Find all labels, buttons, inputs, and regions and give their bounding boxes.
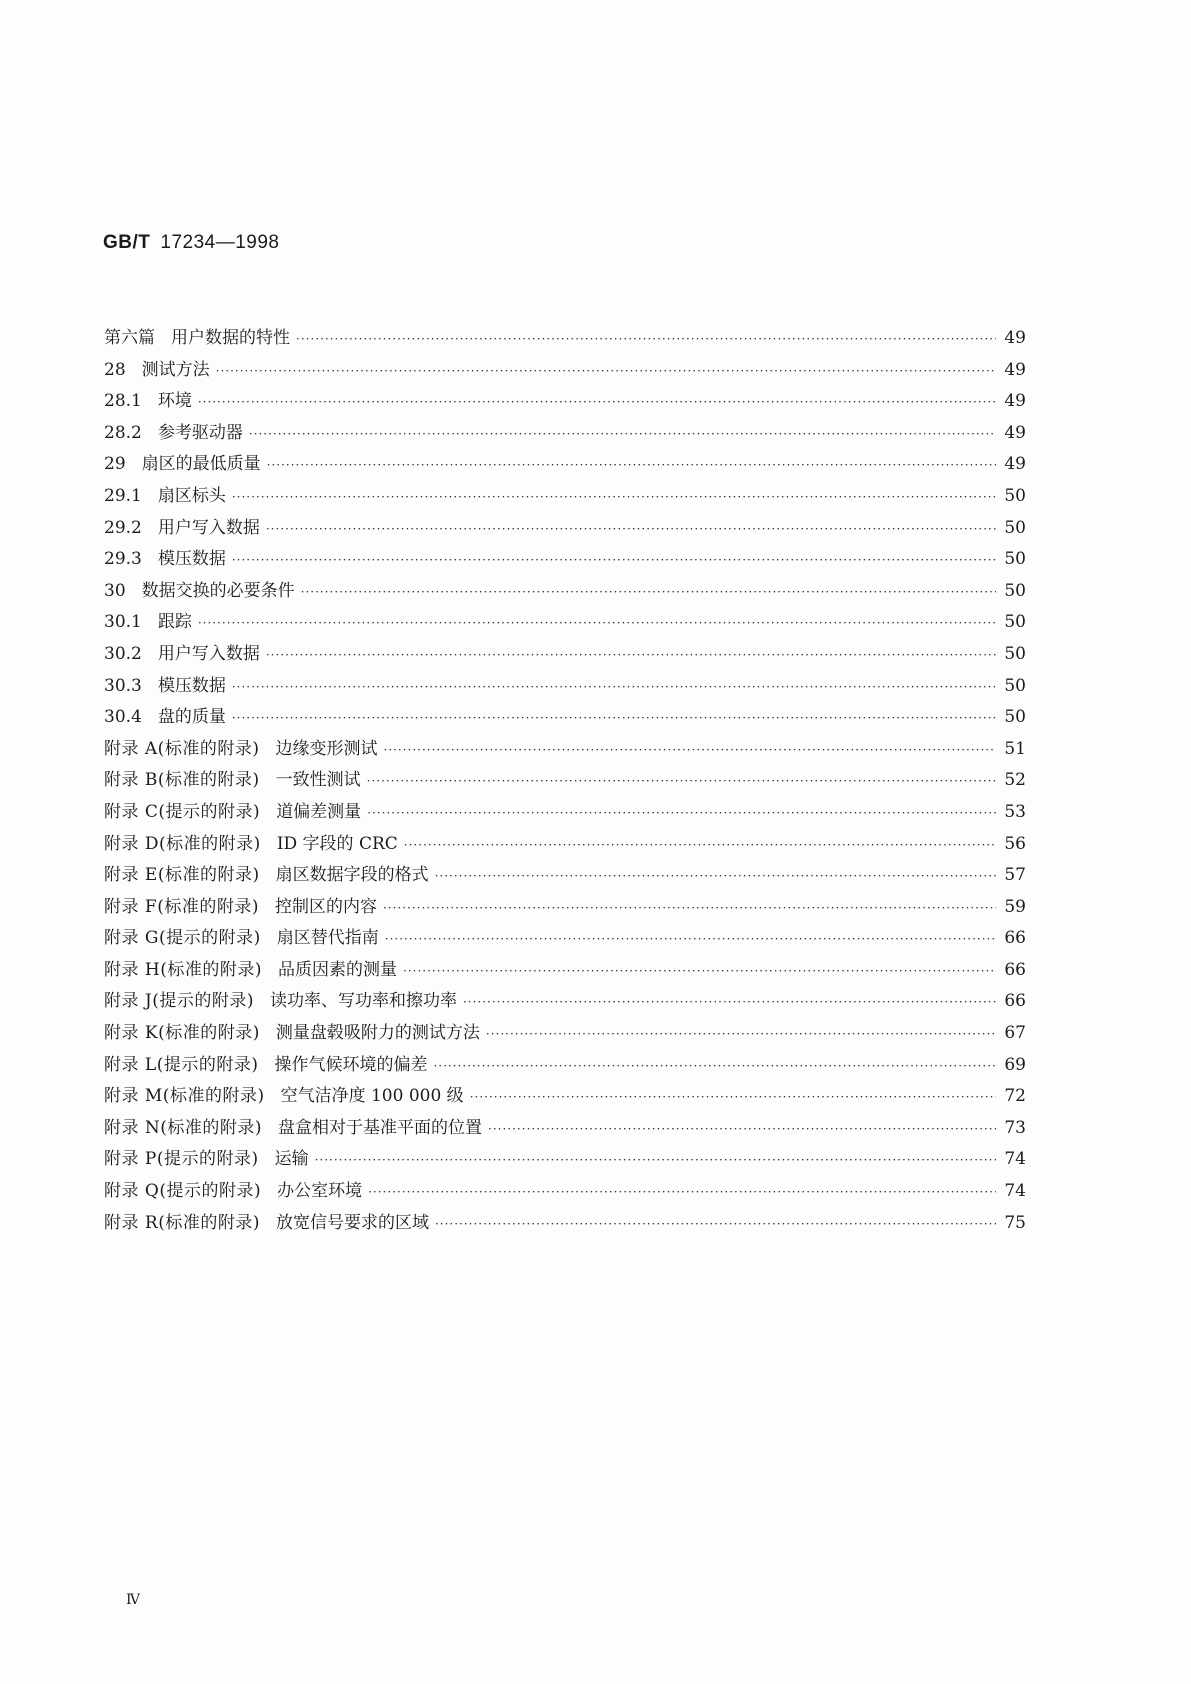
toc-entry-page: 49 <box>1004 422 1026 443</box>
toc-entry-title: 测量盘毂吸附力的测试方法 <box>275 1023 480 1044</box>
toc-entry[interactable] <box>104 355 1026 387</box>
toc-entry-page: 66 <box>1004 991 1026 1012</box>
toc-entry[interactable] <box>104 860 1026 892</box>
toc-dot-leader <box>383 743 996 757</box>
toc-entry-number: 28.2 <box>104 422 142 443</box>
toc-entry[interactable] <box>104 702 1026 734</box>
toc-dot-leader <box>367 774 996 788</box>
table-of-contents <box>104 323 1026 1239</box>
toc-entry-number: 附录 B(标准的附录) <box>104 770 260 791</box>
toc-entry[interactable] <box>104 923 1026 955</box>
document-code <box>103 232 280 254</box>
toc-dot-leader <box>216 364 996 378</box>
toc-dot-leader <box>301 585 996 599</box>
toc-entry-title: 控制区的内容 <box>274 896 377 917</box>
toc-dot-leader <box>232 490 996 504</box>
toc-entry-number: 附录 F(标准的附录) <box>104 896 259 917</box>
toc-entry-title: 扇区标头 <box>157 485 226 506</box>
toc-entry-page: 75 <box>1004 1212 1026 1233</box>
toc-dot-leader <box>232 711 996 725</box>
toc-entry-title: 空气洁净度 100 000 级 <box>280 1086 464 1107</box>
toc-dot-leader <box>232 680 996 694</box>
toc-entry-title: 环境 <box>157 391 192 412</box>
toc-dot-leader <box>198 395 996 409</box>
toc-entry-number: 附录 D(标准的附录) <box>104 833 261 854</box>
toc-entry-title: ID 字段的 CRC <box>276 833 398 854</box>
toc-dot-leader <box>433 1059 996 1073</box>
toc-dot-leader <box>368 1185 996 1199</box>
toc-dot-leader <box>367 806 996 820</box>
toc-entry-title: 放宽信号要求的区域 <box>275 1212 429 1233</box>
toc-entry[interactable] <box>104 449 1026 481</box>
page-number: Ⅳ <box>126 1592 140 1608</box>
toc-entry-number: 附录 K(标准的附录) <box>104 1023 260 1044</box>
toc-entry-title: 盘盒相对于基准平面的位置 <box>278 1117 483 1138</box>
toc-entry-title: 操作气候环境的偏差 <box>274 1054 428 1075</box>
toc-entry-page: 49 <box>1004 391 1026 412</box>
toc-entry-number: 附录 P(提示的附录) <box>104 1149 259 1170</box>
toc-entry-title: 参考驱动器 <box>157 422 243 443</box>
toc-entry-title: 边缘变形测试 <box>275 738 378 759</box>
toc-entry-title: 用户数据的特性 <box>171 328 290 348</box>
toc-entry-number: 29 <box>104 454 126 475</box>
toc-entry-number: 29.3 <box>104 549 142 570</box>
toc-entry-page: 67 <box>1004 1023 1026 1044</box>
toc-entry-number: 30.1 <box>104 612 142 633</box>
toc-entry[interactable] <box>104 1018 1026 1050</box>
toc-dot-leader <box>385 932 996 946</box>
toc-entry-number: 附录 G(提示的附录) <box>104 928 261 949</box>
toc-dot-leader <box>403 964 996 978</box>
toc-dot-leader <box>266 522 996 536</box>
toc-entry-number: 29.1 <box>104 485 142 506</box>
toc-entry-number: 附录 A(标准的附录) <box>104 738 260 759</box>
toc-entry-title: 道偏差测量 <box>276 801 362 822</box>
toc-entry-number: 30.2 <box>104 643 142 664</box>
toc-entry-page: 50 <box>1004 707 1026 728</box>
toc-entry[interactable] <box>104 323 1026 355</box>
toc-entry-title: 扇区替代指南 <box>276 928 379 949</box>
toc-entry-title: 用户写入数据 <box>157 643 260 664</box>
toc-entry-number: 28 <box>104 359 126 380</box>
toc-entry-number: 第六篇 <box>104 328 155 348</box>
toc-entry-page: 50 <box>1004 612 1026 633</box>
toc-entry-page: 69 <box>1004 1054 1026 1075</box>
toc-entry-page: 52 <box>1004 770 1026 791</box>
toc-entry-number: 附录 R(标准的附录) <box>104 1212 260 1233</box>
toc-entry-title: 运输 <box>274 1149 309 1170</box>
toc-entry-title: 跟踪 <box>157 612 192 633</box>
toc-entry-page: 74 <box>1004 1149 1026 1170</box>
toc-entry-page: 50 <box>1004 580 1026 601</box>
toc-entry-number: 附录 C(提示的附录) <box>104 801 261 822</box>
toc-entry-number: 附录 J(提示的附录) <box>104 991 254 1012</box>
toc-entry-page: 66 <box>1004 959 1026 980</box>
toc-entry-number: 附录 H(标准的附录) <box>104 959 262 980</box>
toc-entry[interactable] <box>104 892 1026 924</box>
toc-dot-leader <box>266 648 996 662</box>
toc-entry-page: 73 <box>1004 1117 1026 1138</box>
toc-entry[interactable] <box>104 639 1026 671</box>
toc-entry-number: 30.3 <box>104 675 142 696</box>
standard-number: 17234—1998 <box>160 232 280 253</box>
standard-code: GB/T <box>103 232 151 253</box>
toc-entry[interactable] <box>104 1176 1026 1208</box>
toc-entry-title: 办公室环境 <box>277 1181 363 1202</box>
toc-entry[interactable] <box>104 386 1026 418</box>
toc-entry-page: 50 <box>1004 643 1026 664</box>
toc-entry[interactable] <box>104 829 1026 861</box>
toc-entry-number: 附录 L(提示的附录) <box>104 1054 259 1075</box>
toc-entry-number: 28.1 <box>104 391 142 412</box>
toc-entry-number: 30.4 <box>104 707 142 728</box>
toc-entry-page: 50 <box>1004 549 1026 570</box>
toc-entry-title: 盘的质量 <box>157 707 226 728</box>
toc-entry-page: 50 <box>1004 517 1026 538</box>
toc-dot-leader <box>315 1153 996 1167</box>
toc-entry-page: 53 <box>1004 801 1026 822</box>
toc-entry[interactable] <box>104 734 1026 766</box>
toc-entry[interactable] <box>104 1144 1026 1176</box>
toc-entry[interactable] <box>104 1208 1026 1240</box>
toc-dot-leader <box>470 1090 996 1104</box>
toc-dot-leader <box>296 332 996 346</box>
toc-entry[interactable] <box>104 1050 1026 1082</box>
toc-entry[interactable] <box>104 576 1026 608</box>
toc-entry-title: 扇区数据字段的格式 <box>275 865 429 886</box>
toc-entry-title: 测试方法 <box>141 359 210 380</box>
toc-entry-title: 读功率、写功率和擦功率 <box>269 991 457 1012</box>
toc-entry[interactable] <box>104 797 1026 829</box>
toc-entry[interactable] <box>104 607 1026 639</box>
toc-dot-leader <box>486 1027 996 1041</box>
toc-entry[interactable] <box>104 544 1026 576</box>
toc-entry-page: 49 <box>1004 454 1026 475</box>
toc-entry-title: 数据交换的必要条件 <box>141 580 295 601</box>
toc-entry-title: 品质因素的测量 <box>278 959 397 980</box>
toc-entry-number: 附录 E(标准的附录) <box>104 865 260 886</box>
toc-entry[interactable] <box>104 986 1026 1018</box>
toc-entry-page: 57 <box>1004 865 1026 886</box>
toc-entry[interactable] <box>104 671 1026 703</box>
toc-dot-leader <box>435 1217 996 1231</box>
toc-entry-title: 扇区的最低质量 <box>141 454 261 475</box>
toc-entry[interactable] <box>104 955 1026 987</box>
toc-entry-page: 66 <box>1004 928 1026 949</box>
toc-entry-page: 49 <box>1004 359 1026 380</box>
toc-entry[interactable] <box>104 765 1026 797</box>
toc-entry-page: 56 <box>1004 833 1026 854</box>
toc-entry-title: 模压数据 <box>157 675 226 696</box>
toc-entry-title: 用户写入数据 <box>157 517 260 538</box>
toc-dot-leader <box>383 901 996 915</box>
toc-entry-number: 附录 Q(提示的附录) <box>104 1181 262 1202</box>
toc-entry-title: 模压数据 <box>157 549 226 570</box>
toc-entry-number: 29.2 <box>104 517 142 538</box>
toc-entry[interactable] <box>104 1113 1026 1145</box>
toc-entry-title: 一致性测试 <box>275 770 361 791</box>
toc-entry[interactable] <box>104 418 1026 450</box>
toc-dot-leader <box>232 553 996 567</box>
toc-dot-leader <box>198 616 996 630</box>
toc-entry-number: 附录 N(标准的附录) <box>104 1117 263 1138</box>
toc-entry-page: 59 <box>1004 896 1026 917</box>
toc-entry-page: 72 <box>1004 1086 1026 1107</box>
toc-entry-page: 50 <box>1004 675 1026 696</box>
toc-entry-number: 30 <box>104 580 126 601</box>
toc-entry-page: 50 <box>1004 485 1026 506</box>
toc-entry-page: 74 <box>1004 1181 1026 1202</box>
toc-entry-number: 附录 M(标准的附录) <box>104 1086 265 1107</box>
toc-entry-page: 51 <box>1004 738 1026 759</box>
toc-dot-leader <box>488 1122 996 1136</box>
toc-entry-page: 49 <box>1004 328 1026 348</box>
toc-entry[interactable] <box>104 513 1026 545</box>
toc-entry[interactable] <box>104 481 1026 513</box>
toc-dot-leader <box>435 869 996 883</box>
toc-dot-leader <box>267 458 996 472</box>
toc-entry[interactable] <box>104 1081 1026 1113</box>
toc-dot-leader <box>463 995 996 1009</box>
toc-dot-leader <box>404 838 996 852</box>
toc-dot-leader <box>249 427 996 441</box>
